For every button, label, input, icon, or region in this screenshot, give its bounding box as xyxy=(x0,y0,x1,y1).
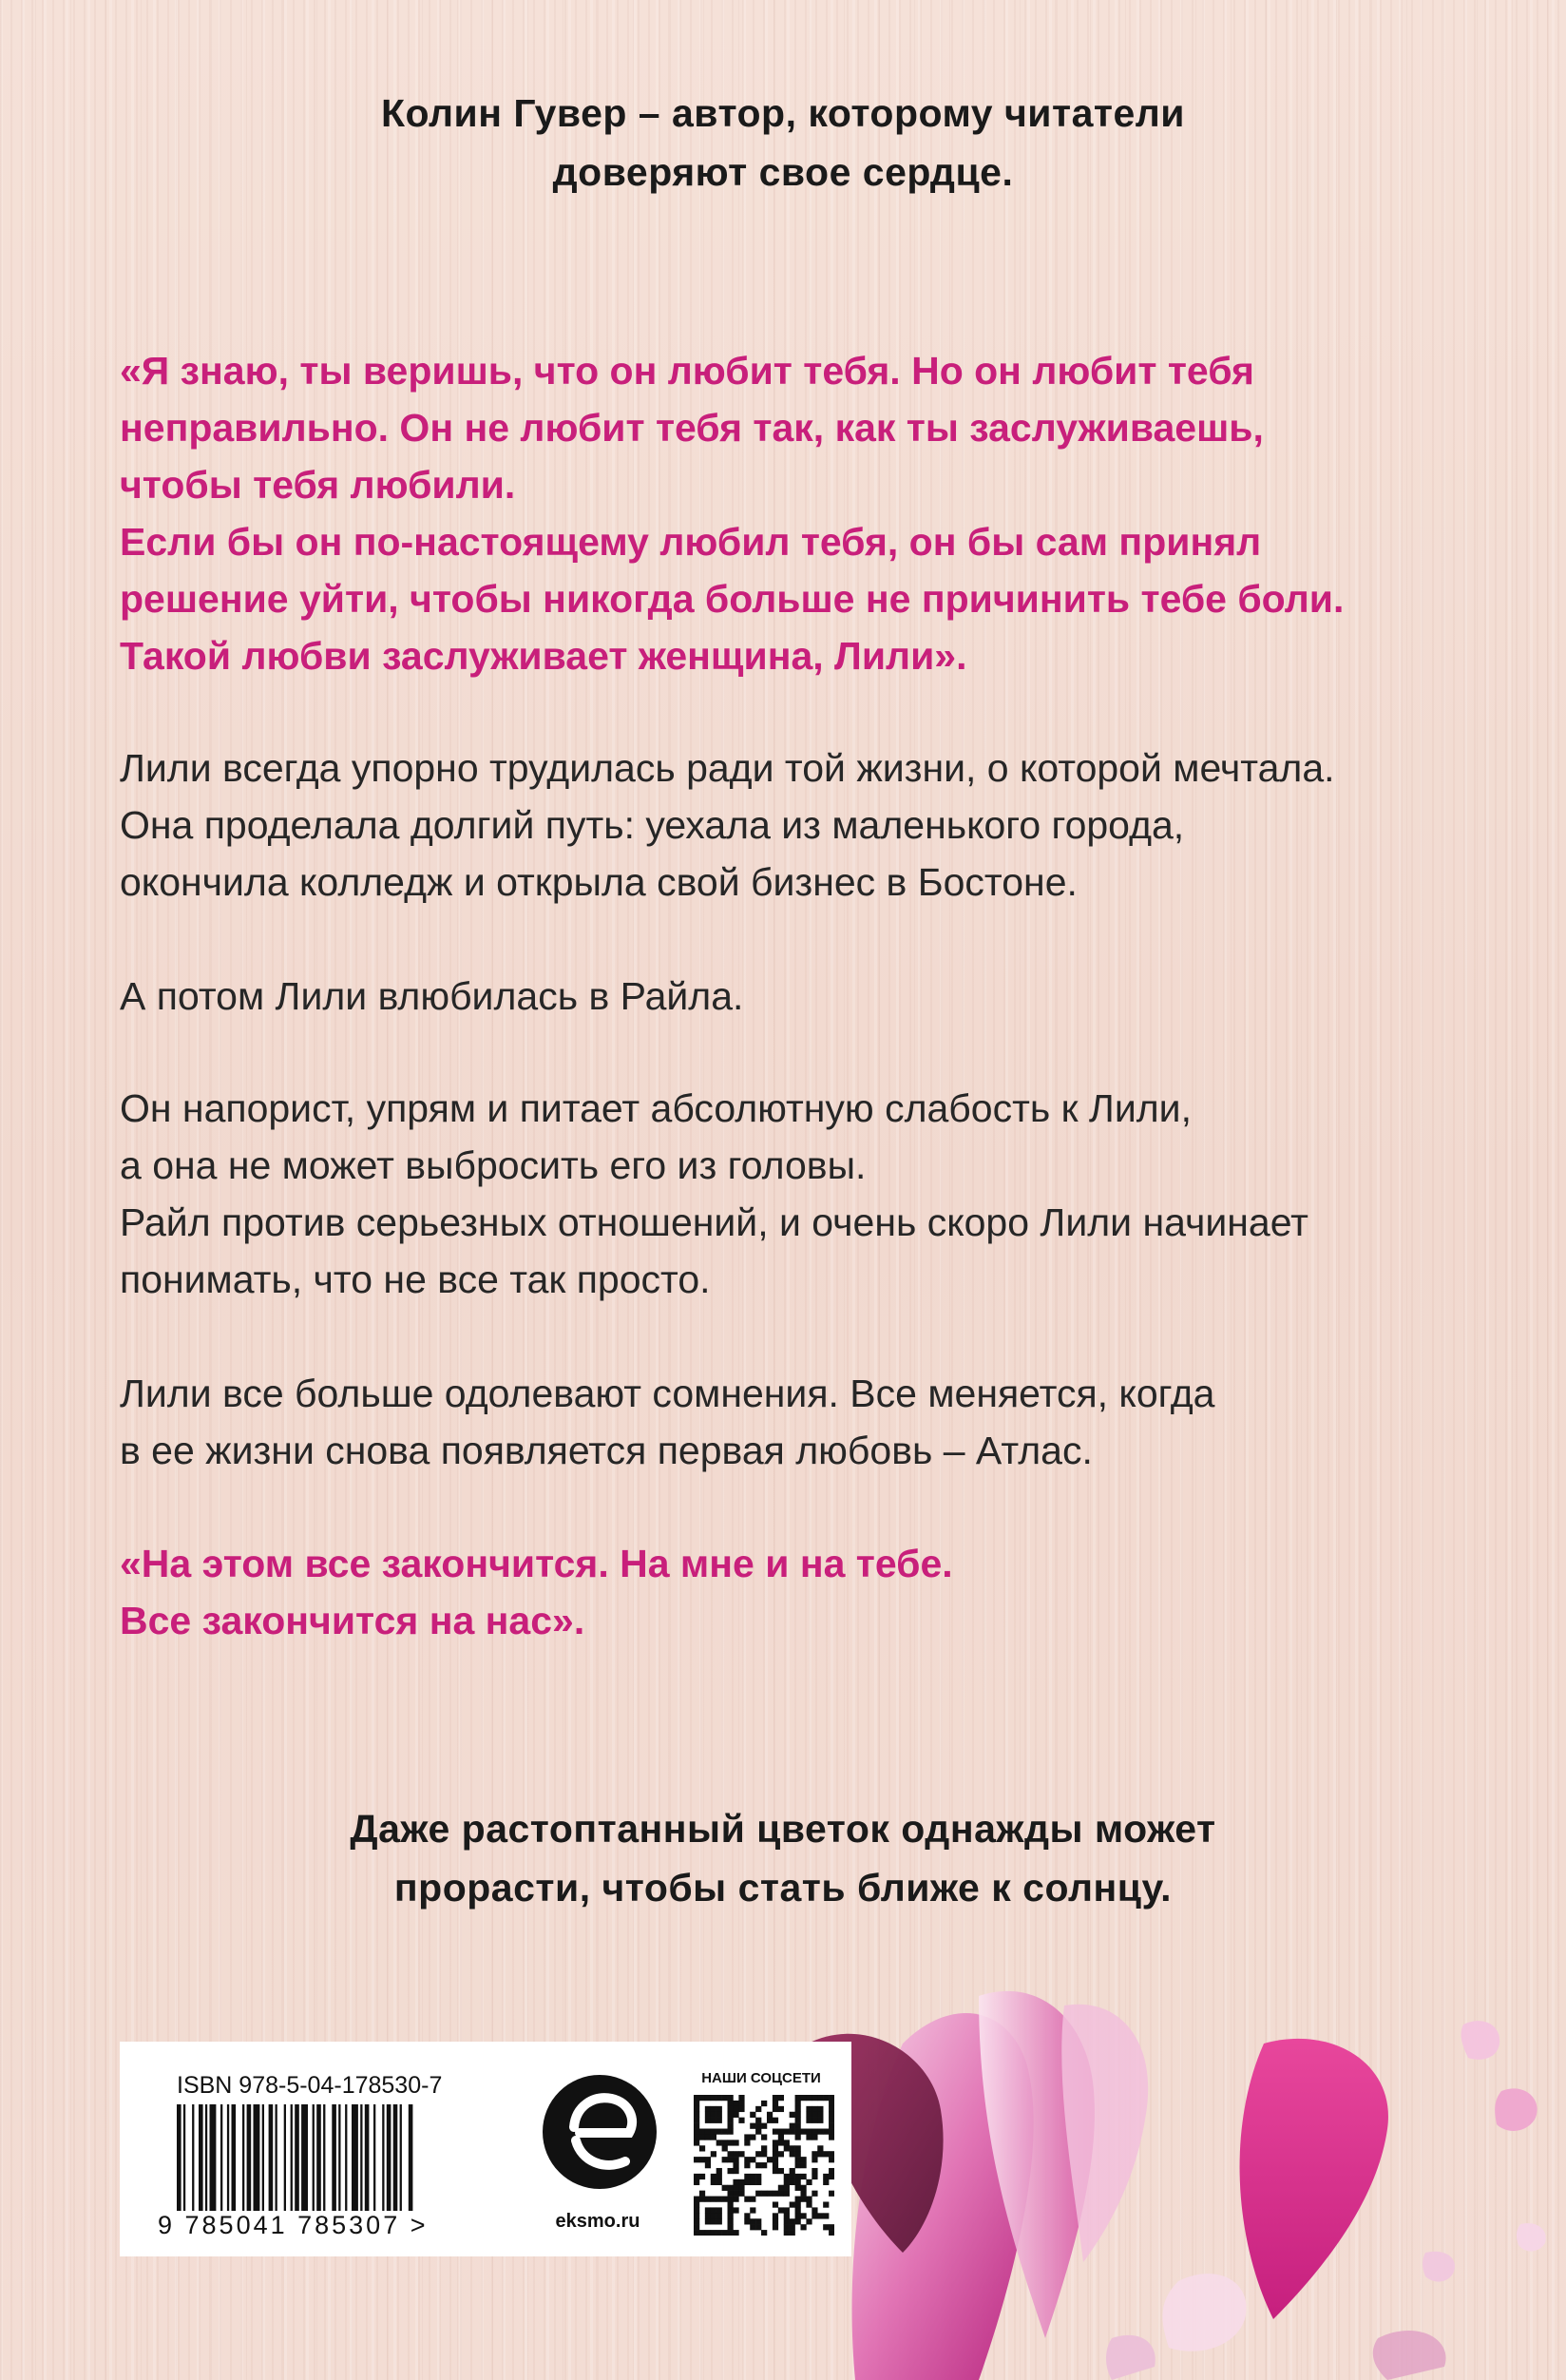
quote-line: «На этом все закончится. На мне и на тебе. xyxy=(120,1542,953,1585)
paragraph-line: Райл против серьезных отношений, и очень скоро Лили начинает xyxy=(120,1200,1308,1244)
quote-line: неправильно. Он не любит тебя так, как ты заслуживаешь, xyxy=(120,406,1264,450)
publisher-logo xyxy=(538,2070,661,2198)
paragraph-3 xyxy=(120,1080,1545,1308)
paragraph-line: в ее жизни снова появляется первая любовь – Атлас. xyxy=(120,1429,1093,1472)
barcode-digits: 9 785041 785307 > xyxy=(158,2211,429,2239)
barcode-icon xyxy=(177,2104,490,2211)
quote-line: Если бы он по-настоящему любил тебя, он бы сам принял xyxy=(120,520,1262,564)
closing-line: Даже растоптанный цветок однажды может xyxy=(350,1807,1216,1851)
tagline xyxy=(190,84,1376,202)
tagline-line: Колин Гувер – автор, которому читатели xyxy=(380,91,1186,135)
closing-line: прорасти, чтобы стать ближе к солнцу. xyxy=(393,1866,1173,1910)
qr-title: НАШИ СОЦСЕТИ xyxy=(701,2070,821,2086)
qr-code-icon[interactable] xyxy=(694,2095,834,2236)
eksmo-logo-icon xyxy=(538,2070,661,2194)
paragraph-1 xyxy=(120,739,1545,911)
publisher-site[interactable]: eksmo.ru xyxy=(555,2211,640,2232)
isbn-label: ISBN 978-5-04-178530-7 xyxy=(177,2072,443,2099)
paragraph-line: Он напорист, упрям и питает абсолютную слабость к Лили, xyxy=(120,1086,1192,1130)
quote-line: «Я знаю, ты веришь, что он любит тебя. Но он любит тебя xyxy=(120,349,1254,393)
tagline-line: доверяют свое сердце. xyxy=(552,150,1014,194)
paragraph-line: Лили все больше одолевают сомнения. Все меняется, когда xyxy=(120,1372,1215,1415)
quote-line: решение уйти, чтобы никогда больше не причинить тебе боли. xyxy=(120,577,1345,621)
main-quote xyxy=(120,342,1526,684)
paragraph-line: окончила колледж и открыла свой бизнес в Бостоне. xyxy=(120,860,1078,904)
quote-line: Такой любви заслуживает женщина, Лили». xyxy=(120,634,967,678)
quote-line: Все закончится на нас». xyxy=(120,1599,585,1642)
paragraph-line: Она проделала долгий путь: уехала из маленького города, xyxy=(120,803,1185,847)
paragraph-line: а она не может выбросить его из головы. xyxy=(120,1143,867,1187)
paragraph-line: понимать, что не все так просто. xyxy=(120,1257,711,1301)
ending-quote xyxy=(120,1535,1450,1649)
paragraph-line: Лили всегда упорно трудилась ради той жизни, о которой мечтала. xyxy=(120,746,1335,790)
closing-statement xyxy=(190,1799,1376,1917)
paragraph-2 xyxy=(120,968,1545,1025)
paragraph-line: А потом Лили влюбилась в Райла. xyxy=(120,974,744,1018)
barcode-panel xyxy=(120,2042,851,2256)
quote-line: чтобы тебя любили. xyxy=(120,463,516,507)
paragraph-4 xyxy=(120,1365,1545,1479)
